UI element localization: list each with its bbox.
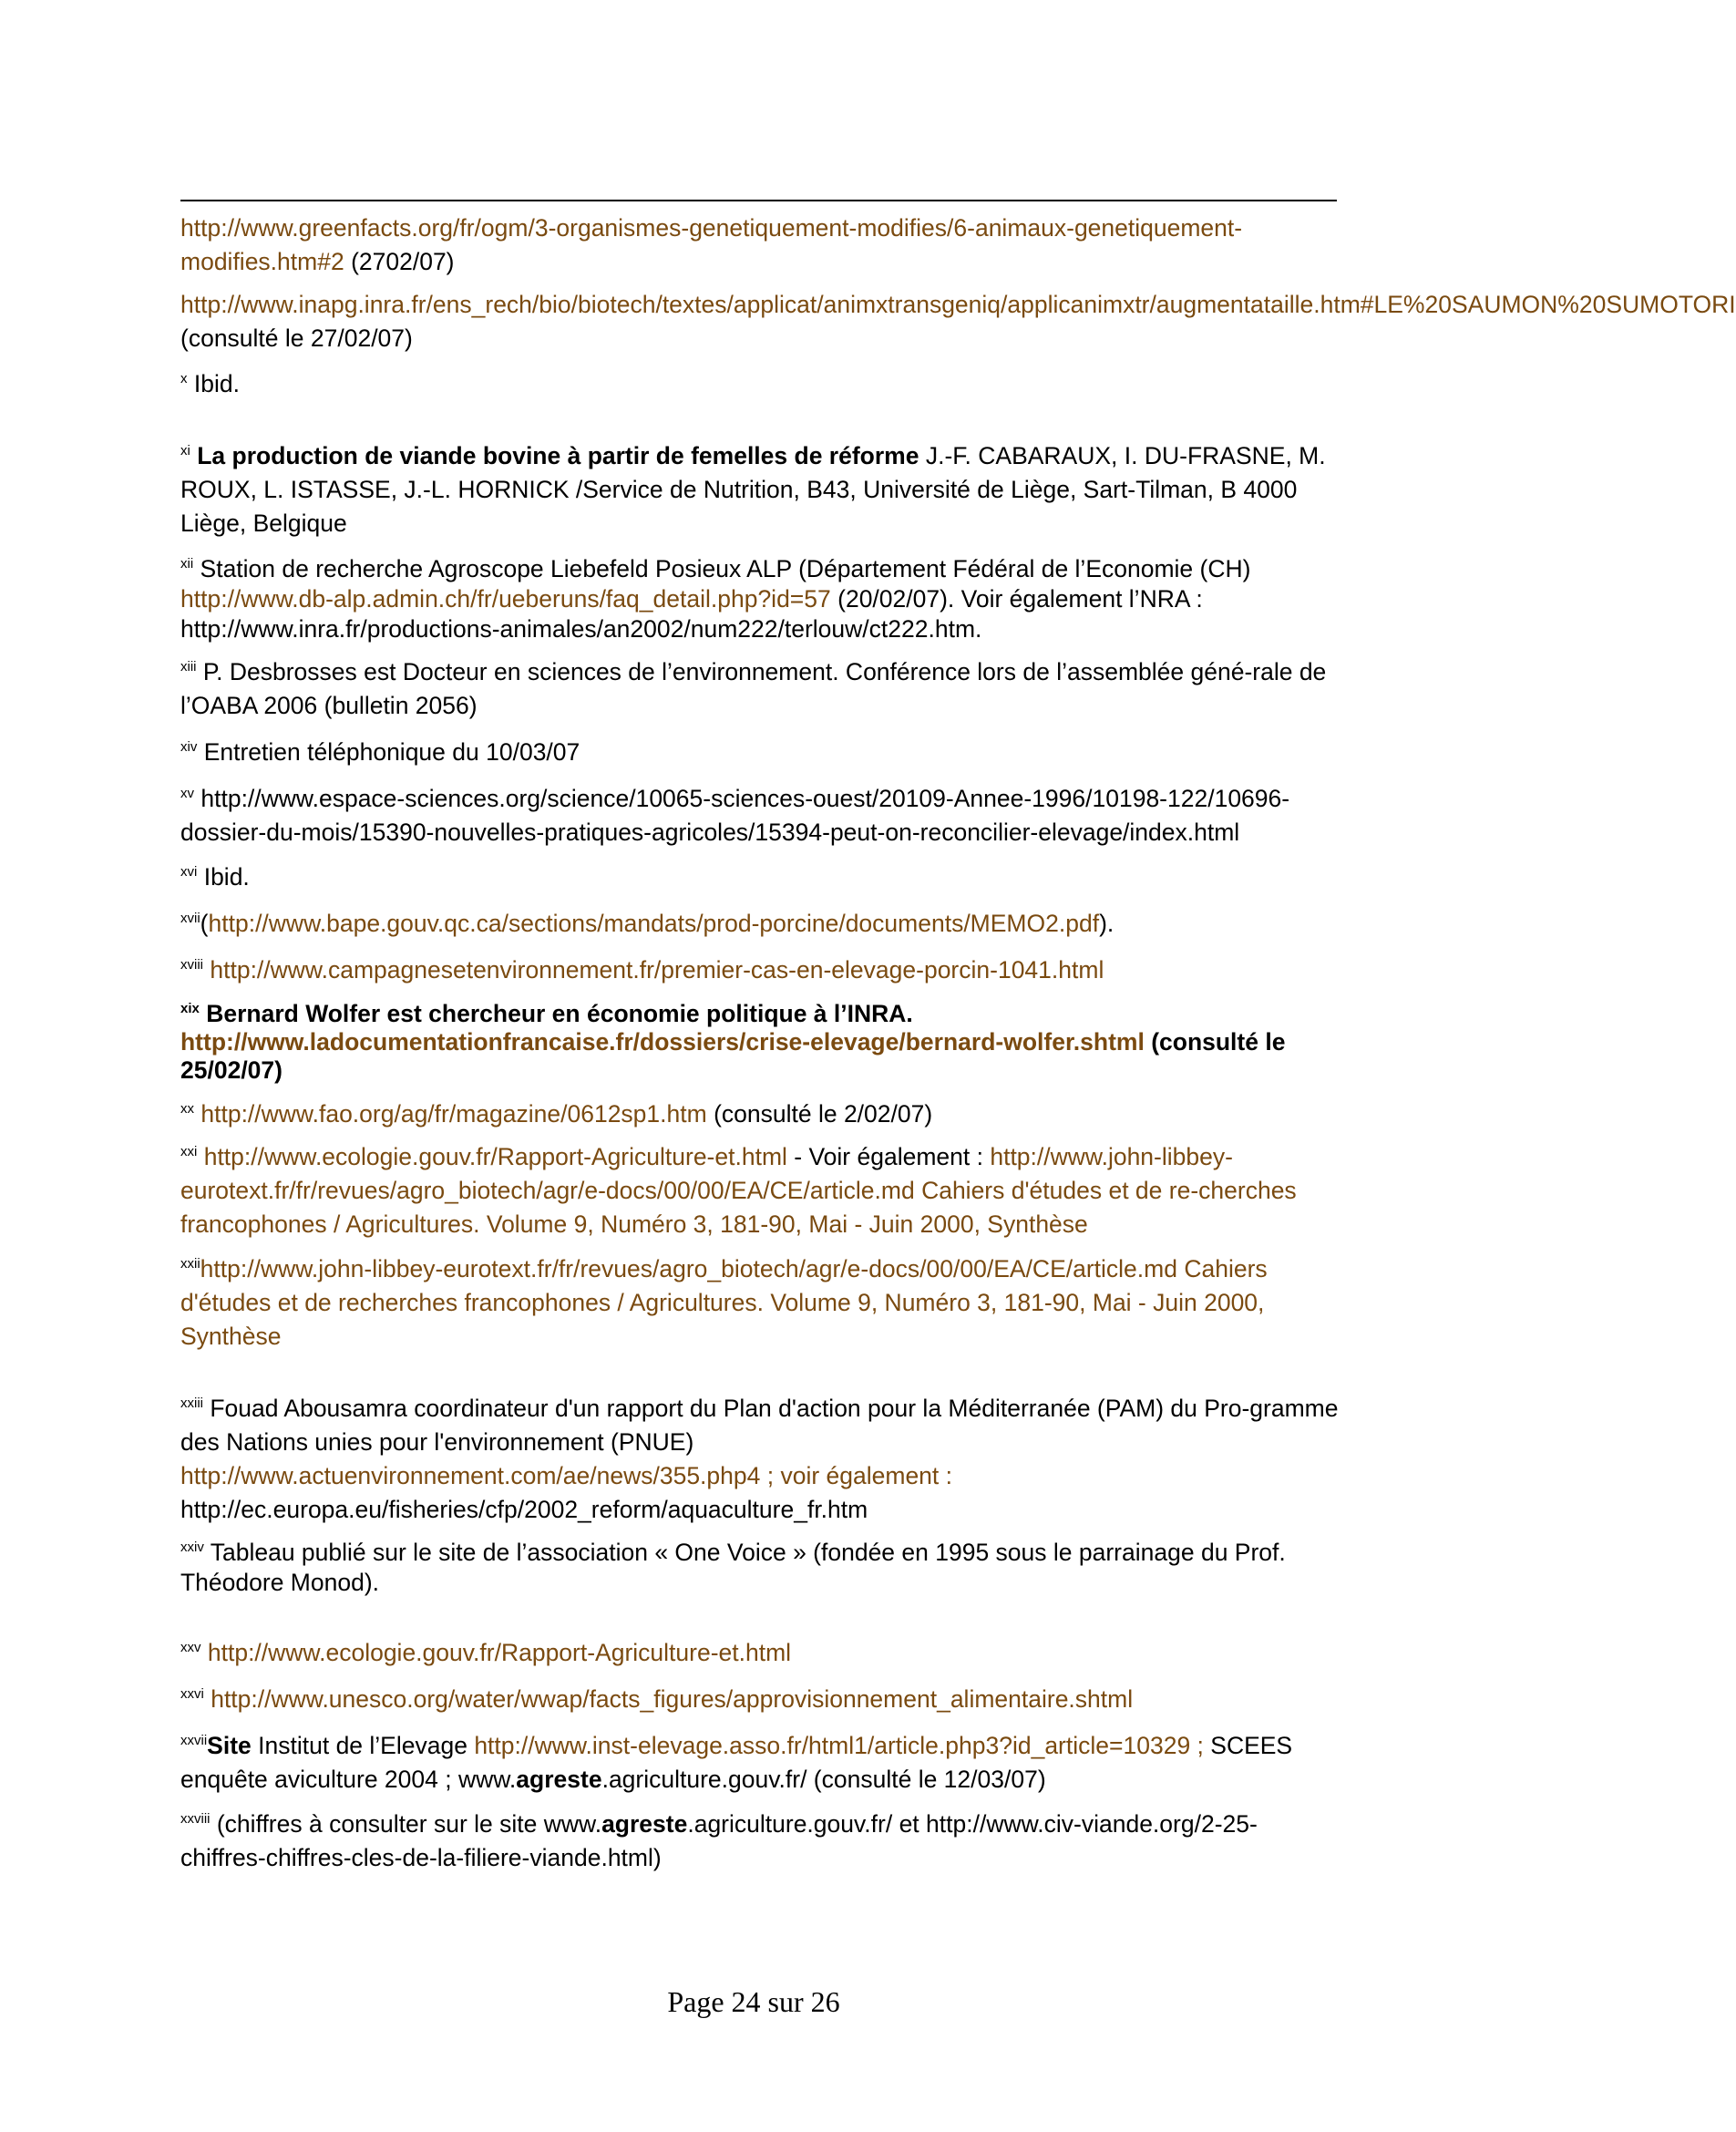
- note-marker: xi: [180, 443, 190, 458]
- note-marker: xxviii: [180, 1811, 211, 1827]
- note-marker: xix: [180, 1001, 200, 1016]
- endnote: [180, 1000, 1340, 1085]
- link[interactable]: http://www.greenfacts.org/fr/ogm/3-organismes-genetiquement-modifies/6-animaux-genetiquement-modifies.htm#2: [180, 214, 1243, 275]
- note-marker: xxvii: [180, 1733, 208, 1748]
- endnote: [180, 1252, 1340, 1354]
- note-text: (: [200, 910, 209, 937]
- note-text: Tableau publié sur le site de l’association « One Voice » (fondée en 1995 sous le parrainage du Prof. Théodore Monod).: [180, 1539, 1286, 1596]
- note-text: (chiffres à consulter sur le site www.: [210, 1810, 602, 1838]
- endnote: [180, 1729, 1340, 1797]
- link[interactable]: http://www.db-alp.admin.ch/fr/ueberuns/faq_detail.php?id=57: [180, 585, 831, 613]
- note-text: (2702/07): [344, 248, 455, 275]
- link[interactable]: http://www.ladocumentationfrancaise.fr/dossiers/crise-elevage/bernard-wolfer.shtml: [180, 1028, 1145, 1056]
- note-text: Fouad Abousamra coordinateur d'un rapport du Plan d'action pour la Méditerranée (PAM) du Pro-gramme des Nations unies pour l'environnement (PNUE): [180, 1395, 1339, 1456]
- link[interactable]: http://www.inst-elevage.asso.fr/html1/article.php3?id_article=10329 ;: [474, 1732, 1204, 1759]
- note-text: Ibid.: [197, 863, 250, 891]
- note-text: (consulté le 25/02/07): [180, 1028, 1286, 1084]
- note-marker: xviii: [180, 957, 203, 973]
- link[interactable]: http://www.fao.org/ag/fr/magazine/0612sp1.htm: [194, 1100, 707, 1128]
- link[interactable]: http://www.john-libbey-eurotext.fr/fr/revues/agro_biotech/agr/e-docs/00/00/EA/CE/article.md Cahiers d'études et de re-cherches francophones / Agricultures. Volume 9, Numéro 3, 181-90, Mai - Juin 2000, Synthèse: [180, 1143, 1297, 1238]
- note-title: Bernard Wolfer est chercheur en économie politique à l’INRA.: [199, 1000, 913, 1027]
- note-marker: xiii: [180, 659, 197, 675]
- endnote: [180, 953, 1340, 987]
- note-text: P. Desbrosses est Docteur en sciences de l’environnement. Conférence lors de l’assemblée géné-rale de l’OABA 2006 (bulletin 2056): [180, 658, 1327, 719]
- note-text: ).: [1099, 910, 1115, 937]
- note-text: J.-F. CABARAUX, I. DU-FRASNE, M. ROUX, L. ISTASSE, J.-L. HORNICK /Service de Nutrition, B43, Université de Liège, Sart-Tilman, B 4000 Liège, Belgique: [180, 442, 1326, 537]
- link[interactable]: http://www.actuenvironnement.com/ae/news/355.php4 ; voir également :: [180, 1462, 953, 1489]
- endnote: [180, 1097, 1340, 1131]
- endnote: [180, 1538, 1340, 1598]
- note-text: Entretien téléphonique du 10/03/07: [197, 738, 580, 766]
- note-marker: xv: [180, 786, 194, 801]
- note-text: - Voir également :: [786, 1143, 991, 1170]
- note-marker: xvii: [180, 911, 200, 926]
- note-marker: xxvi: [180, 1686, 204, 1702]
- endnote: [180, 1140, 1340, 1241]
- endnote: [180, 1392, 1340, 1527]
- note-marker: xxv: [180, 1640, 201, 1655]
- endnote: [180, 1636, 1340, 1670]
- note-marker: xxiv: [180, 1540, 204, 1555]
- endnote: [180, 1683, 1340, 1716]
- note-text: .agriculture.gouv.fr/ (consulté le 12/03/07): [601, 1766, 1046, 1793]
- link[interactable]: http://www.john-libbey-eurotext.fr/fr/revues/agro_biotech/agr/e-docs/00/00/EA/CE/article.md Cahiers d'études et de recherches francophones / Agricultures. Volume 9, Numéro 3, 181-90, Mai - Juin 2000, Synthèse: [180, 1255, 1268, 1350]
- link[interactable]: http://www.campagnesetenvironnement.fr/premier-cas-en-elevage-porcin-1041.html: [203, 956, 1104, 984]
- note-text: http://www.espace-sciences.org/science/10065-sciences-ouest/20109-Annee-1996/10198-122/10696-dossier-du-mois/15390-nouvelles-pratiques-agricoles/15394-peut-on-reconcilier-elevage/index.html: [180, 785, 1290, 846]
- note-text-bold: agreste: [516, 1766, 602, 1793]
- endnote: [180, 288, 1736, 355]
- note-text: Station de recherche Agroscope Liebefeld Posieux ALP (Département Fédéral de l’Economie (CH): [193, 555, 1251, 582]
- endnote: [180, 907, 1340, 941]
- note-marker: xxii: [180, 1256, 200, 1272]
- note-text: http://ec.europa.eu/fisheries/cfp/2002_reform/aquaculture_fr.htm: [180, 1496, 868, 1523]
- note-text: http://www.inra.fr/productions-animales/an2002/num222/terlouw/ct222.htm.: [180, 615, 982, 643]
- note-title: La production de viande bovine à partir de femelles de réforme: [197, 442, 919, 469]
- link[interactable]: http://www.ecologie.gouv.fr/Rapport-Agriculture-et.html: [200, 1639, 792, 1666]
- endnote: [180, 655, 1340, 723]
- link[interactable]: http://www.bape.gouv.qc.ca/sections/mandats/prod-porcine/documents/MEMO2.pdf: [208, 910, 1100, 937]
- endnote: [180, 554, 1340, 644]
- note-marker: x: [180, 371, 188, 386]
- note-title: Site: [207, 1732, 252, 1759]
- footnote-separator: [180, 200, 1337, 201]
- link[interactable]: http://www.inapg.inra.fr/ens_rech/bio/biotech/textes/applicat/animxtransgeniq/applicanimxtr/augmentataille.htm#LE%20SAUMON%20SUMOTORI: [180, 291, 1736, 318]
- endnote: [180, 367, 1340, 401]
- note-text: Ibid.: [187, 370, 240, 397]
- endnote: [180, 782, 1340, 850]
- note-text-bold: agreste: [601, 1810, 688, 1838]
- endnotes: [180, 211, 1736, 1875]
- note-text: (20/02/07). Voir également l’NRA :: [830, 585, 1203, 613]
- note-marker: xx: [180, 1101, 194, 1117]
- note-marker: xxi: [180, 1144, 198, 1159]
- endnote: [180, 211, 1340, 279]
- endnote: [180, 736, 1340, 769]
- note-marker: xii: [180, 556, 194, 572]
- note-marker: xiv: [180, 739, 198, 755]
- link[interactable]: http://www.unesco.org/water/wwap/facts_figures/approvisionnement_alimentaire.shtml: [203, 1685, 1134, 1713]
- note-text: (consulté le 2/02/07): [706, 1100, 933, 1128]
- endnote: [180, 1808, 1340, 1875]
- link[interactable]: http://www.ecologie.gouv.fr/Rapport-Agriculture-et.html: [197, 1143, 787, 1170]
- endnote: [180, 439, 1340, 541]
- page-number: Page 24 sur 26: [667, 1985, 840, 2018]
- note-text: .agriculture.gouv.fr/ et http://www.civ-viande.org/2-25-chiffres-chiffres-cles-de-la-filiere-viande.html): [180, 1810, 1258, 1871]
- note-marker: xvi: [180, 864, 198, 880]
- note-text: Institut de l’Elevage: [251, 1732, 475, 1759]
- note-text: (consulté le 27/02/07): [180, 324, 413, 352]
- endnote: [180, 860, 1340, 894]
- note-marker: xxiii: [180, 1396, 203, 1411]
- note-text: SCEES enquête aviculture 2004 ; www.: [180, 1732, 1293, 1793]
